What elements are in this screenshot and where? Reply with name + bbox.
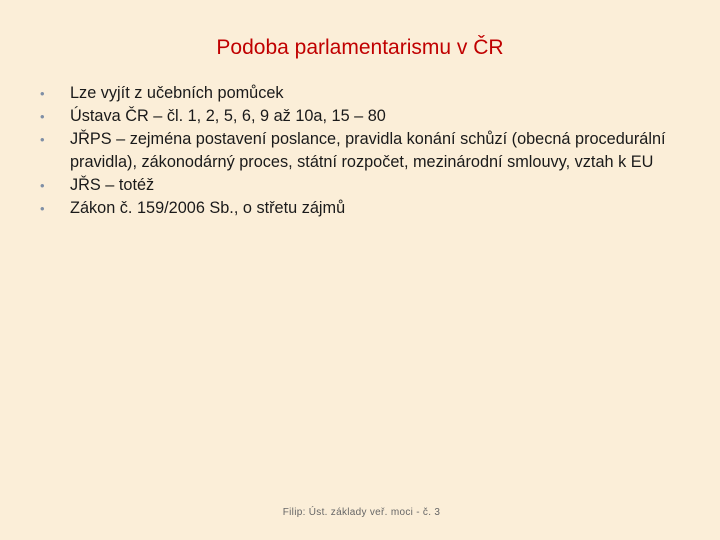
bullet-icon: • xyxy=(40,178,45,193)
footer-text: Filip: Úst. základy veř. moci - č. 3 xyxy=(282,507,441,518)
bullet-text: JŘS – totéž xyxy=(70,176,155,194)
bullet-item xyxy=(40,82,680,105)
slide-footer xyxy=(0,507,720,518)
bullet-text: JŘPS – zejména postavení poslance, pravidla konání schůzí (obecná procedurální pravidla), zákonodárný proces, státní rozpočet, mezinárodní smlouvy, vztah k EU xyxy=(70,130,666,171)
bullet-item xyxy=(40,128,680,174)
bullet-icon: • xyxy=(40,109,45,124)
bullet-item xyxy=(40,174,680,197)
bullet-icon: • xyxy=(40,132,45,147)
bullet-icon: • xyxy=(40,201,45,216)
bullet-item xyxy=(40,197,680,220)
bullet-text: Zákon č. 159/2006 Sb., o střetu zájmů xyxy=(70,199,346,217)
bullet-icon: • xyxy=(40,86,45,101)
bullet-text: Ústava ČR – čl. 1, 2, 5, 6, 9 až 10a, 15 – 80 xyxy=(70,107,386,125)
bullet-item xyxy=(40,105,680,128)
slide-title: Podoba parlamentarismu v ČR xyxy=(216,36,504,59)
bullet-list xyxy=(40,82,680,220)
bullet-text: Lze vyjít z učebních pomůcek xyxy=(70,84,284,102)
